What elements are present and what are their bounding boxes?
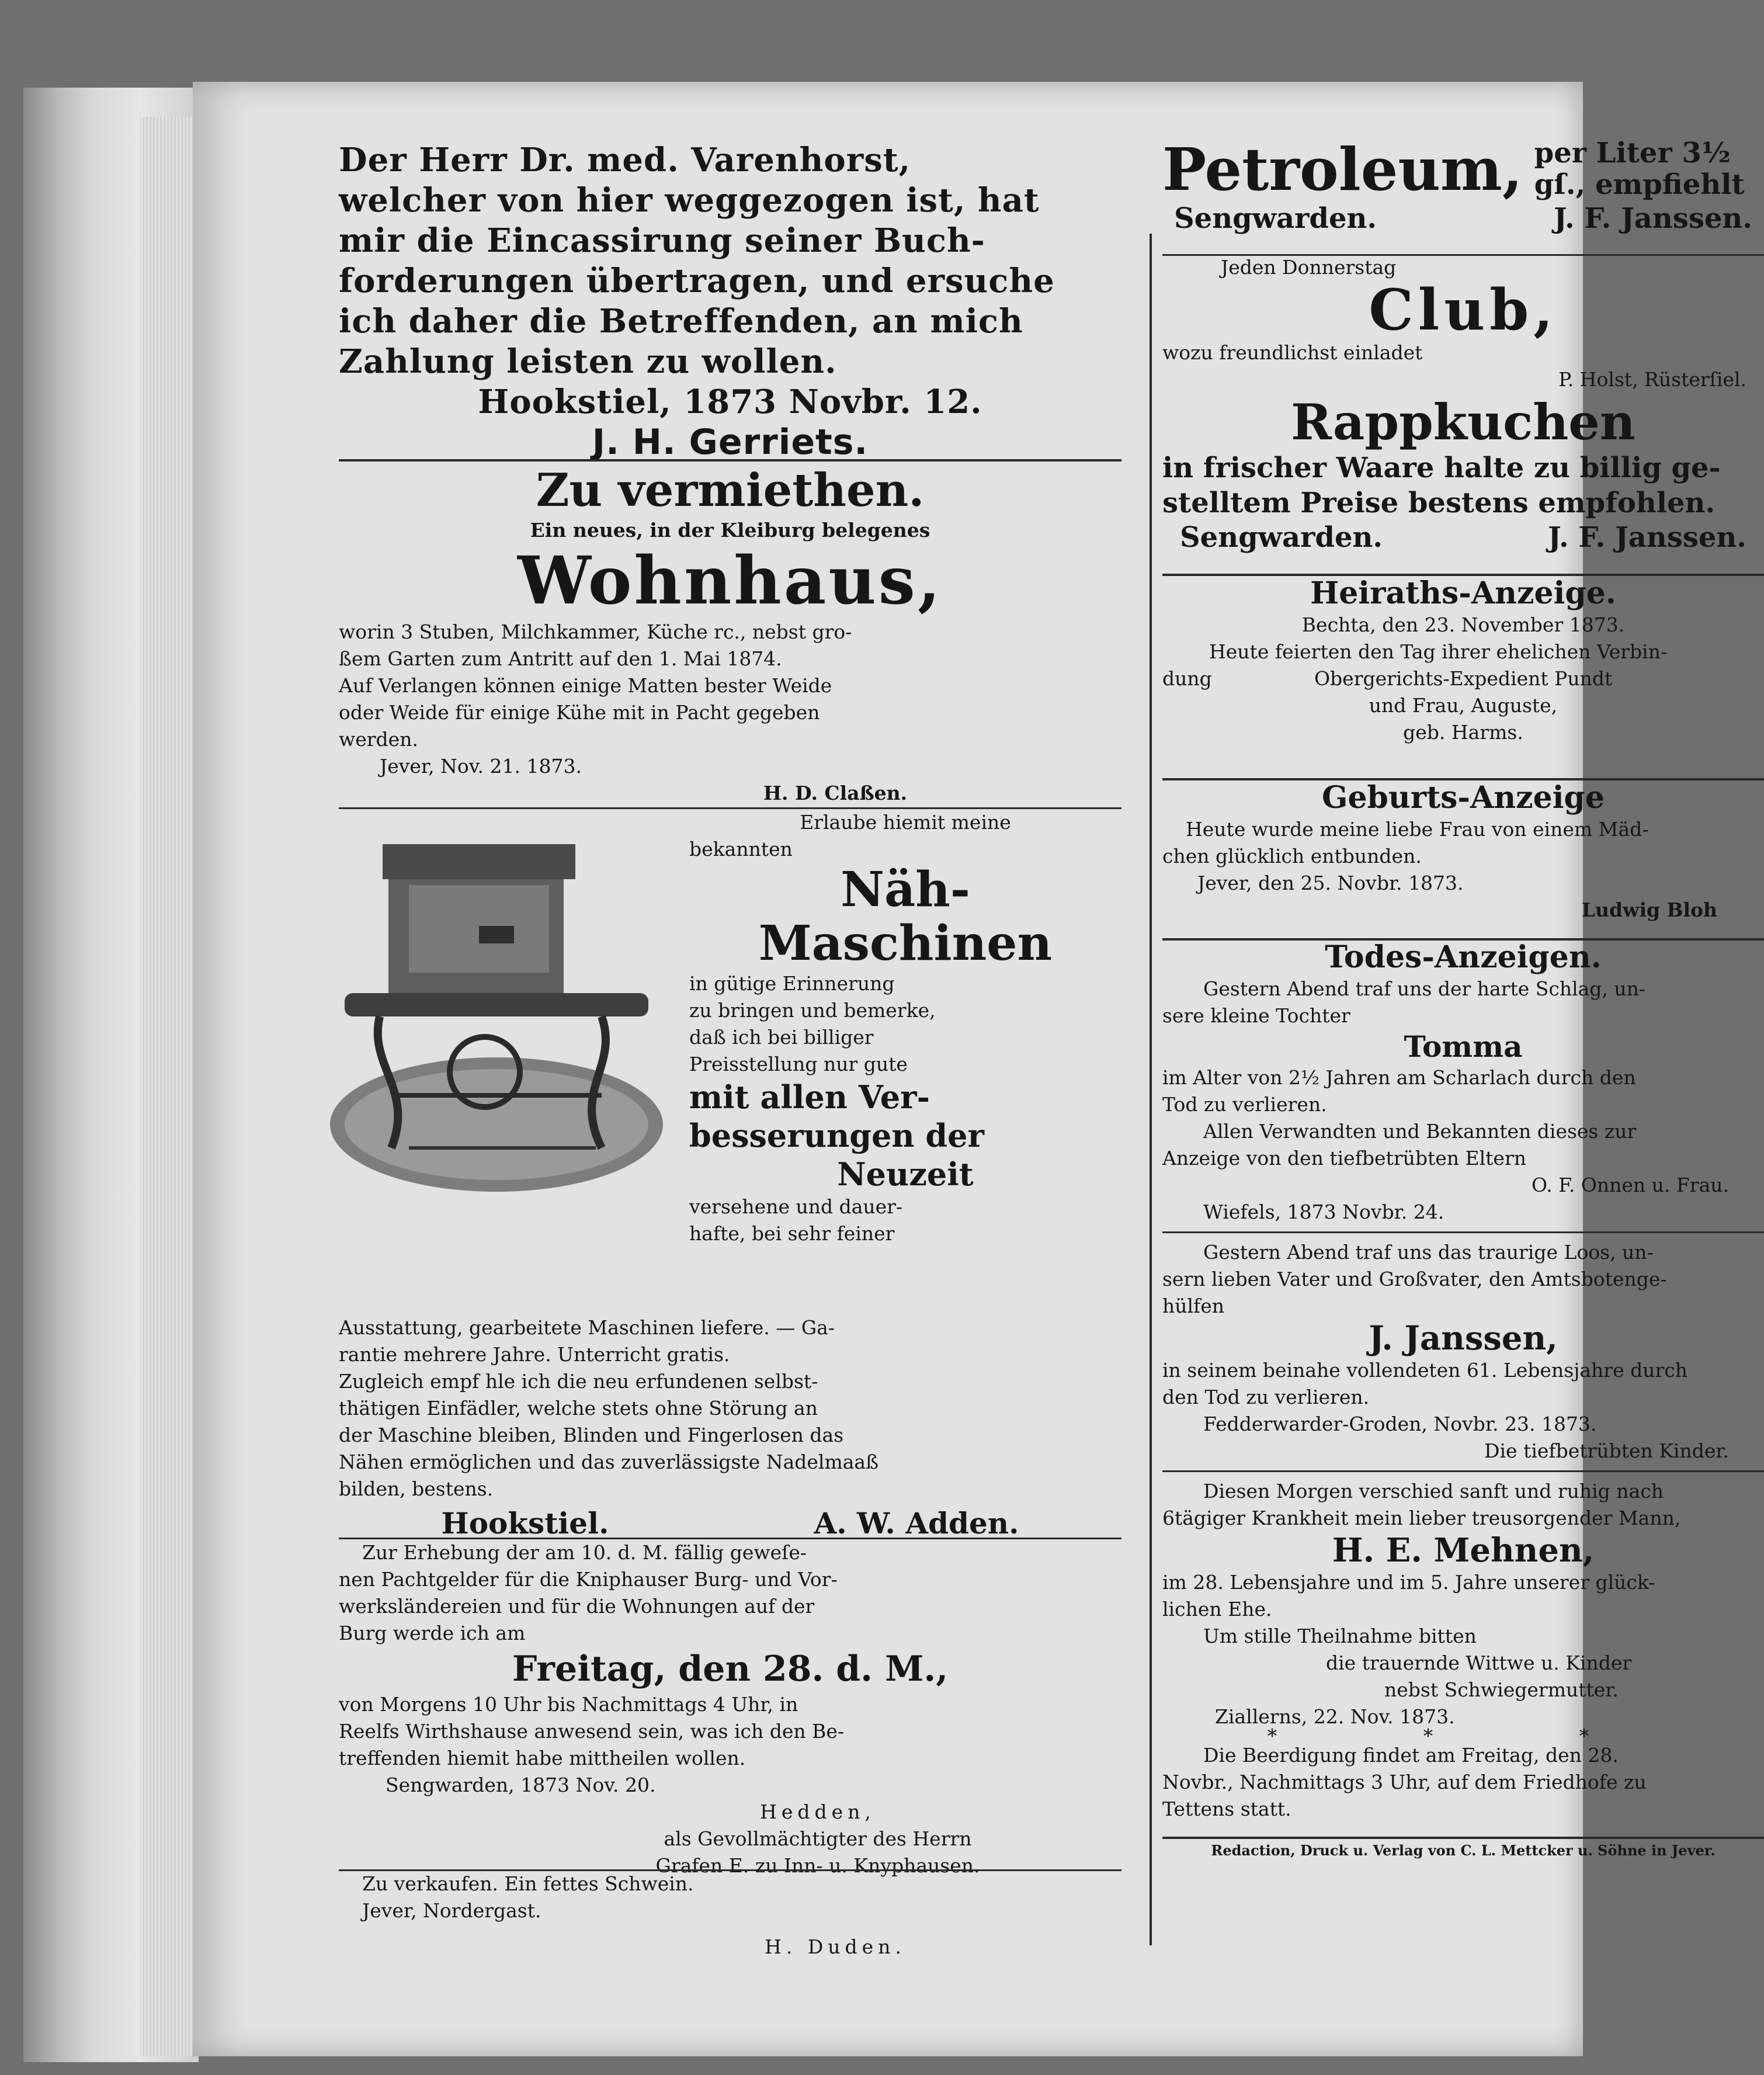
ad-side-line: zu bringen und bemerke, — [689, 999, 936, 1022]
deceased-name: H. E. Mehnen, — [1332, 1531, 1595, 1570]
ad-footer — [1162, 202, 1764, 235]
signature: Ludwig Bloh — [1581, 898, 1717, 921]
notice-line: Gestern Abend traf uns das traurige Loos, un- — [1203, 1241, 1654, 1264]
sewing-machine-illustration — [327, 821, 666, 1195]
ad-word: Petroleum, — [1162, 135, 1523, 204]
name-line: Obergerichts-Expedient Pundt — [1314, 667, 1613, 690]
signature: J. F. Janssen. — [1554, 202, 1752, 235]
ad-text-line: thätigen Einfädler, welche stets ohne Störung an — [339, 1397, 818, 1420]
place-date: Fedderwarder-Groden, Novbr. 23. 1873. — [1203, 1413, 1597, 1435]
signature: H. D. Claßen. — [763, 782, 908, 804]
signer-role: als Gevollmächtigter des Herrn — [664, 1827, 972, 1850]
ad-text-line: Nähen ermöglichen und das zuverlässigste Nadelmaaß — [339, 1451, 879, 1473]
price-line: per Liter 3½ — [1534, 137, 1731, 169]
signature: H. Duden. — [765, 1935, 906, 1958]
ad-intro: Jeden Donnerstag — [1221, 256, 1397, 279]
notice-line: Allen Verwandten und Bekannten dieses zur — [1203, 1120, 1637, 1143]
section-rule — [1162, 1231, 1764, 1233]
ad-line: Zu verkaufen. Ein fettes Schwein. — [362, 1872, 694, 1895]
place: Sengwarden. — [1174, 202, 1377, 235]
place-date: Bechta, den 23. November 1873. — [1301, 613, 1625, 636]
schwein-ad — [339, 1871, 1121, 1961]
notice-line: Anzeige von den tiefbetrübten Eltern — [1162, 1147, 1526, 1170]
notice-line: im 28. Lebensjahre und im 5. Jahre unserer glück- — [1162, 1571, 1655, 1594]
signature: J. H. Gerriets. — [592, 422, 869, 463]
name-line: und Frau, Auguste, — [1369, 694, 1558, 717]
notice-line: Novbr., Nachmittags 3 Uhr, auf dem Friedhofe zu — [1162, 1771, 1647, 1793]
notice-line: Reelfs Wirthshause anwesend sein, was ich den Be- — [339, 1720, 845, 1743]
notice-names — [1162, 665, 1764, 692]
ad-bold-line: mit allen Ver- — [689, 1078, 930, 1116]
signer: Hedden, — [760, 1800, 876, 1823]
notice-line: Burg werde ich am — [339, 1622, 526, 1644]
signature: P. Holst, Rüsterſiel. — [1558, 368, 1746, 391]
notice-heading: Todes-Anzeigen. — [1325, 939, 1602, 975]
place-date: Wiefels, 1873 Novbr. 24. — [1203, 1200, 1444, 1223]
notice-line: ich daher die Betreffenden, an mich — [339, 302, 1023, 341]
todes-notices — [1162, 939, 1764, 1823]
ad-side-line: daß ich bei billiger — [689, 1026, 874, 1049]
place-date: Jever, Nov. 21. 1873. — [380, 755, 582, 778]
ad-intro: Ein neues, in der Kleiburg belegenes — [530, 519, 930, 542]
newspaper-page — [193, 82, 1752, 2056]
pacht-notice — [339, 1539, 1121, 1879]
notice-line: treffenden hiemit habe mittheilen wollen. — [339, 1747, 746, 1769]
ad-line: in frischer Waare halte zu billig ge- — [1162, 452, 1721, 484]
ad-footer — [1162, 521, 1764, 554]
notice-line: 6tägiger Krankheit mein lieber treusorgender Mann, — [1162, 1507, 1681, 1529]
place-date: Jever, den 25. Novbr. 1873. — [1197, 872, 1464, 894]
notice-line: nen Pachtgelder für die Kniphauser Burg- und Vor- — [339, 1568, 838, 1591]
notice-line: den Tod zu verlieren. — [1162, 1386, 1370, 1408]
ad-side-line: hafte, bei sehr feiner — [689, 1222, 895, 1245]
notice-line: Heute wurde meine liebe Frau von einem Mäd- — [1186, 818, 1649, 841]
date-heading: Freitag, den 28. d. M., — [512, 1649, 949, 1689]
place: Jever, Nordergast. — [362, 1899, 541, 1922]
notice-heading: Heiraths-Anzeige. — [1310, 575, 1616, 611]
geburt-notice — [1162, 780, 1764, 924]
ad-side-line: in gütige Erinnerung — [689, 972, 895, 995]
notice-line: welcher von hier weggezogen ist, hat — [339, 181, 1040, 220]
signature: Die tiefbetrübten Kinder. — [1484, 1439, 1729, 1462]
ad-bold-line: besserungen der — [689, 1117, 984, 1154]
ad-text-line: rantie mehrere Jahre. Unterricht gratis. — [339, 1343, 730, 1366]
deceased-name: Tomma — [1404, 1029, 1523, 1064]
notice-line: Die Beerdigung findet am Freitag, den 28. — [1203, 1744, 1619, 1767]
notice-line: hülfen — [1162, 1295, 1225, 1317]
ad-side-line: Preisstellung nur gute — [689, 1053, 908, 1075]
notice-line: mir die Eincassirung seiner Buch- — [339, 221, 985, 260]
ad-text-line: ßem Garten zum Antritt auf den 1. Mai 1874. — [339, 647, 782, 670]
signature: A. W. Adden. — [814, 1506, 1019, 1540]
ad-word: Rappkuchen — [1291, 393, 1635, 451]
notice-line: Der Herr Dr. med. Varenhorst, — [339, 141, 911, 179]
notice-heading: Geburts-Anzeige — [1322, 780, 1605, 816]
column-divider — [1150, 234, 1152, 1945]
ad-intro-line: bekannten — [689, 838, 793, 860]
heirath-notice — [1162, 575, 1764, 746]
notice-line: Um stille Theilnahme bitten — [1203, 1625, 1477, 1647]
signer-role: Grafen E. zu Inn- u. Knyphausen. — [655, 1854, 980, 1877]
notice-line: von Morgens 10 Uhr bis Nachmittags 4 Uhr, in — [339, 1693, 798, 1716]
ad-object: Wohnhaus, — [518, 543, 943, 619]
notice-line: im Alter von 2½ Jahren am Scharlach durch den — [1162, 1066, 1636, 1089]
section-rule — [1162, 1470, 1764, 1472]
notice-line: Zahlung leisten zu wollen. — [339, 342, 837, 381]
ad-line: stelltem Preise bestens empfohlen. — [1162, 487, 1716, 519]
ad-side-text — [689, 809, 1121, 1247]
notice-line: sern lieben Vater und Großvater, den Amtsbotenge- — [1162, 1268, 1667, 1290]
rappkuchen-ad — [1162, 394, 1764, 554]
ad-text-line: bilden, bestens. — [339, 1477, 494, 1500]
notice-line: dung — [1162, 667, 1212, 690]
notice-line: in seinem beinahe vollendeten 61. Lebensjahre durch — [1162, 1359, 1687, 1382]
petroleum-ad — [1162, 137, 1764, 235]
ad-text-line: Auf Verlangen können einige Matten bester Weide — [339, 674, 832, 697]
notice-line: Diesen Morgen verschied sanft und ruhig nach — [1203, 1480, 1664, 1503]
ad-word: Club, — [1369, 277, 1558, 343]
varenhorst-notice — [339, 140, 1121, 463]
signature: die trauernde Wittwe u. Kinder — [1326, 1651, 1632, 1674]
place: Sengwarden. — [1180, 521, 1383, 554]
ad-text-line: der Maschine bleiben, Blinden und Fingerlosen das — [339, 1424, 844, 1446]
ad-text-line: oder Weide für einige Kühe mit in Pacht gegeben — [339, 701, 820, 724]
notice-line: forderungen übertragen, und ersuche — [339, 262, 1055, 300]
ad-text-line: Ausstattung, gearbeitete Maschinen liefere. — Ga- — [339, 1316, 835, 1339]
ad-line: wozu freundlichst einladet — [1162, 341, 1423, 364]
ad-text-line: werden. — [339, 728, 418, 751]
place-date: Sengwarden, 1873 Nov. 20. — [386, 1774, 656, 1796]
section-rule — [1162, 1837, 1764, 1839]
notice-line: sere kleine Tochter — [1162, 1004, 1350, 1027]
ad-side-line: versehene und dauer- — [689, 1195, 903, 1218]
imprint: Redaction, Druck u. Verlag von C. L. Mettcker u. Söhne in Jever. — [1211, 1842, 1716, 1859]
ad-footer — [339, 1506, 1121, 1541]
signature: J. F. Janssen. — [1548, 521, 1746, 554]
notice-line: Tod zu verlieren. — [1162, 1093, 1327, 1116]
signature: nebst Schwiegermutter. — [1384, 1678, 1619, 1701]
naehmaschinen-text — [339, 1314, 1121, 1541]
price-block — [1534, 137, 1745, 200]
notice-line: Zur Erhebung der am 10. d. M. fällig geweſe- — [362, 1541, 807, 1564]
notice-line: Heute feierten den Tag ihrer ehelichen Verbin- — [1209, 640, 1668, 663]
notice-line: chen glücklich entbunden. — [1162, 845, 1422, 868]
ad-title-2: Maschinen — [758, 915, 1053, 971]
ad-heading: Zu vermiethen. — [536, 464, 925, 517]
ad-intro-line: Erlaube hiemit meine — [800, 811, 1011, 834]
place: Hookstiel. — [441, 1506, 609, 1540]
ad-title-1: Näh- — [841, 862, 970, 918]
deceased-name: J. Janssen, — [1369, 1319, 1558, 1358]
section-rule — [339, 459, 1121, 462]
place-date: Ziallerns, 22. Nov. 1873. — [1215, 1705, 1455, 1728]
place-date: Hookstiel, 1873 Novbr. 12. — [478, 383, 982, 421]
ad-text-line: Zugleich empf hle ich die neu erfundenen selbst- — [339, 1370, 818, 1393]
naehmaschinen-ad — [339, 809, 1121, 1323]
petroleum-row — [1162, 137, 1764, 202]
vermiethen-notice — [339, 464, 1121, 807]
ad-bold-line: Neuzeit — [837, 1156, 974, 1193]
name-line: geb. Harms. — [1403, 721, 1523, 744]
price-line: gſ., empfiehlt — [1534, 168, 1745, 201]
notice-line: lichen Ehe. — [1162, 1598, 1272, 1621]
notice-line: Gestern Abend traf uns der harte Schlag, un- — [1203, 977, 1646, 1000]
ad-text-line: worin 3 Stuben, Milchkammer, Küche rc., nebst gro- — [339, 620, 852, 643]
signature: O. F. Onnen u. Frau. — [1532, 1174, 1729, 1196]
club-ad — [1162, 254, 1764, 393]
notice-line: werksländereien und für die Wohnungen auf der — [339, 1595, 815, 1618]
ornament-stars: * * * — [1267, 1724, 1659, 1747]
notice-line: Tettens statt. — [1162, 1798, 1291, 1820]
